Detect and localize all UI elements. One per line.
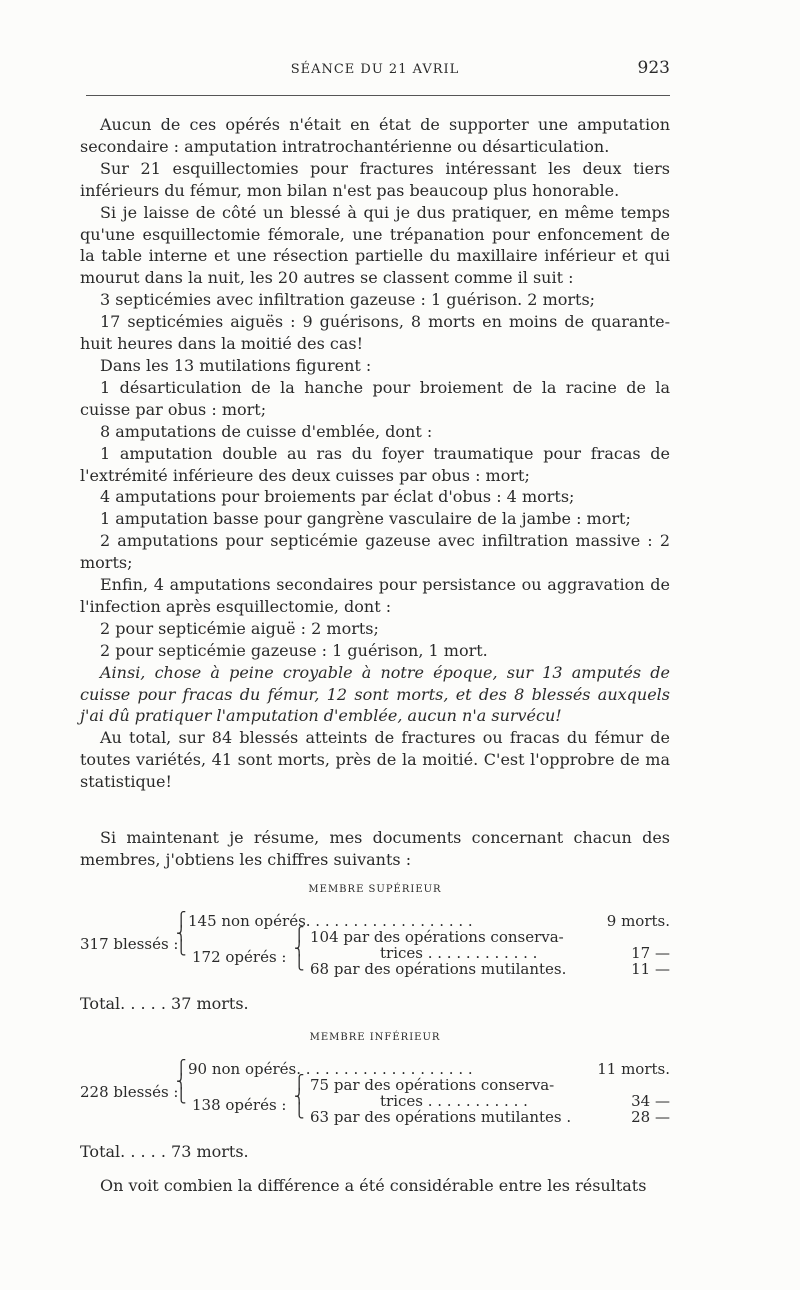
paragraph: Dans les 13 mutilations figurent : <box>100 355 372 375</box>
brace: ⎧ ⎨ ⎩ <box>176 1059 187 1104</box>
paragraph: Sur 21 esquillectomies pour fractures intéressant les deux tiers inférieurs du fémur, mon bilan n'est pas beaucoup plus honorable. <box>80 158 670 200</box>
operated-label: 172 opérés : <box>192 947 287 966</box>
row-value: 9 morts. <box>606 911 670 930</box>
paragraph: Au total, sur 84 blessés atteints de fractures ou fracas du fémur de toutes variétés, 41 sont morts, près de la moitié. C'est l'opprobre de ma statistique! <box>80 728 670 792</box>
row-value: 11 — <box>631 959 670 978</box>
header-rule <box>86 95 670 96</box>
running-header <box>80 58 670 82</box>
paragraph: Si je laisse de côté un blessé à qui je dus pratiquer, en même temps qu'une esquillectomie fémorale, une trépanation pour enfoncement de la table interne et une résection partielle du maxillaire inférieur et qui mourut dans la nuit, les 20 autres se classent comme il suit : <box>80 202 670 288</box>
row-label: 104 par des opérations conserva- <box>310 927 564 946</box>
operated-label: 138 opérés : <box>192 1095 287 1114</box>
row-value: 11 morts. <box>597 1059 670 1078</box>
paragraph: 2 pour septicémie aiguë : 2 morts; <box>100 618 379 638</box>
table-total: Total. . . . . 37 morts. <box>80 993 249 1013</box>
table-inferior <box>80 1057 670 1133</box>
page-number: 923 <box>637 58 670 78</box>
paragraph: 3 septicémies avec infiltration gazeuse : 1 guérison. 2 morts; <box>100 290 596 310</box>
paragraph: Aucun de ces opérés n'était en état de supporter une amputation secondaire : amputation intratrochantérienne ou désarticulation. <box>80 115 670 156</box>
paragraph: 1 désarticulation de la hanche pour broiement de la racine de la cuisse par obus : mort; <box>80 377 670 419</box>
header-title: SÉANCE DU 21 AVRIL <box>290 62 460 77</box>
row-label: 145 non opérés. . . . . . . . . . . . . . . . . . <box>188 911 473 930</box>
brace: ⎧ ⎨ ⎩ <box>294 1074 305 1119</box>
row-label: 90 non opérés. . . . . . . . . . . . . . . . . . . <box>188 1059 473 1078</box>
italic-paragraph: Ainsi, chose à peine croyable à notre époque, sur 13 amputés de cuisse pour fracas du fémur, 12 sont morts, et des 8 blessés auxquels j'ai dû pratiquer l'amputation d'emblée, aucun n'a survécu! <box>80 662 670 726</box>
table-superior <box>80 909 670 985</box>
row-label: trices . . . . . . . . . . . . <box>380 943 538 962</box>
row-value: 34 — <box>631 1091 670 1110</box>
row-label: 68 par des opérations mutilantes. <box>310 959 567 978</box>
brace: ⎧ ⎨ ⎩ <box>294 926 305 971</box>
paragraph: 1 amputation basse pour gangrène vasculaire de la jambe : mort; <box>100 509 631 529</box>
paragraph: 4 amputations pour broiements par éclat d'obus : 4 morts; <box>100 487 575 507</box>
row-value: 28 — <box>631 1107 670 1126</box>
paragraph: 8 amputations de cuisse d'emblée, dont : <box>100 421 433 441</box>
total-wounded-label: 317 blessés : <box>80 934 179 953</box>
body-text <box>80 114 670 1196</box>
paragraph: Enfin, 4 amputations secondaires pour persistance ou aggravation de l'infection après esquillectomie, dont : <box>80 575 670 616</box>
paragraph: Si maintenant je résume, mes documents concernant chacun des membres, j'obtiens les chiffres suivants : <box>80 828 670 869</box>
closing-line: On voit combien la différence a été considérable entre les résultats <box>100 1175 647 1195</box>
row-label: 75 par des opérations conserva- <box>310 1075 555 1094</box>
table-total: Total. . . . . 73 morts. <box>80 1141 249 1161</box>
row-label: 63 par des opérations mutilantes . <box>310 1107 572 1126</box>
paragraph: 17 septicémies aiguës : 9 guérisons, 8 morts en moins de quarante-huit heures dans la moitié des cas! <box>80 312 670 354</box>
total-wounded-label: 228 blessés : <box>80 1082 179 1101</box>
row-value: 17 — <box>631 943 670 962</box>
paragraph: 2 amputations pour septicémie gazeuse avec infiltration massive : 2 morts; <box>80 531 670 573</box>
paragraph: 1 amputation double au ras du foyer traumatique pour fracas de l'extrémité inférieure des deux cuisses par obus : mort; <box>80 443 670 485</box>
table-heading-inferior: MEMBRE INFÉRIEUR <box>309 1031 441 1043</box>
brace: ⎧ ⎨ ⎩ <box>176 911 187 956</box>
row-label: trices . . . . . . . . . . . <box>380 1091 528 1110</box>
table-heading-superior: MEMBRE SUPÉRIEUR <box>308 883 442 895</box>
paragraph: 2 pour septicémie gazeuse : 1 guérison, 1 mort. <box>100 640 488 660</box>
